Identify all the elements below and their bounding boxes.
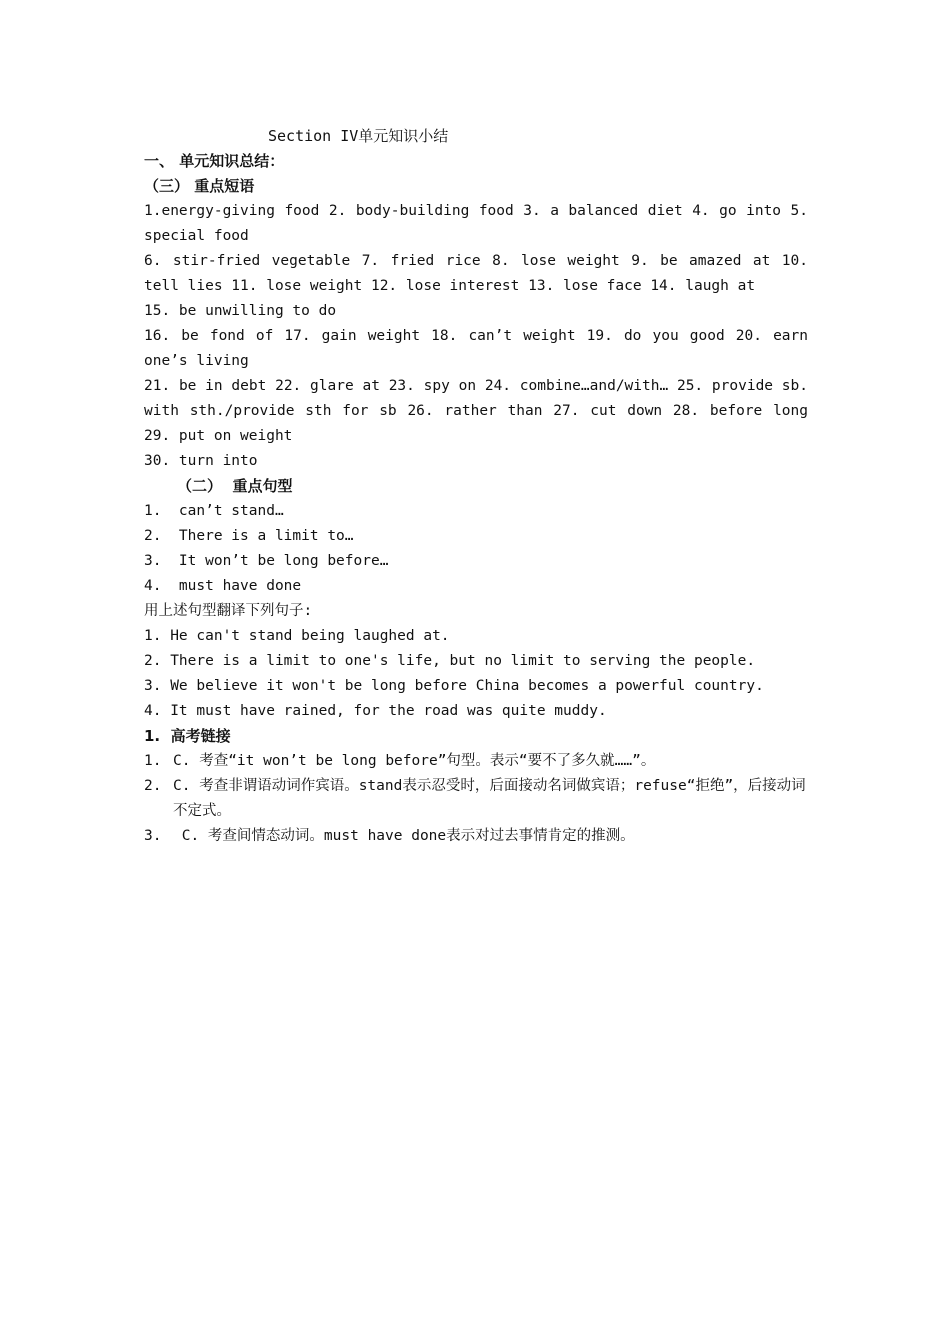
translation-item: 1. He can't stand being laughed at.: [144, 628, 450, 644]
translate-heading: 用上述句型翻译下列句子:: [144, 603, 313, 619]
answer-number: 1.: [144, 753, 162, 769]
phrase-line: 30. turn into: [144, 453, 258, 469]
answer-item: [144, 774, 808, 824]
translation-item: 2. There is a limit to one's life, but no limit to serving the people.: [144, 653, 756, 669]
phrase-line: 21. be in debt 22. glare at 23. spy on 24. combine…and/with… 25. provide sb. with sth./provide sth for sb 26. rather than 27. cut down 28. before long 29. put on weight: [144, 378, 808, 444]
pattern-item: 1. can’t stand…: [144, 503, 284, 519]
page-title: Section IV单元知识小结: [268, 127, 449, 145]
section-heading: 一、 单元知识总结：: [144, 152, 285, 170]
pattern-item: 2. There is a limit to…: [144, 528, 354, 544]
answer-text: C. 考查“it won’t be long before”句型。表示“要不了多久就……”。: [173, 753, 656, 769]
document-content: [144, 124, 808, 849]
pattern-item: 4. must have done: [144, 578, 302, 594]
translation-item: 4. It must have rained, for the road was quite muddy.: [144, 703, 607, 719]
answer-number: 3.: [144, 828, 162, 844]
answer-text: C. 考查非谓语动词作宾语。stand表示忍受时，后面接动名词做宾语；refuse“拒绝”，后接动词不定式。: [173, 778, 806, 819]
phrase-line: 15. be unwilling to do: [144, 303, 337, 319]
answer-item: [144, 749, 808, 774]
phrase-line: 1.energy-giving food 2. body-building food 3. a balanced diet 4. go into 5. special food: [144, 203, 808, 244]
translation-item: 3. We believe it won't be long before China becomes a powerful country.: [144, 678, 764, 694]
answer-item: [144, 824, 808, 849]
answer-number: 2.: [144, 778, 162, 794]
patterns-heading: （二） 重点句型: [177, 477, 293, 495]
phrases-heading: （三） 重点短语: [144, 177, 255, 195]
gaokao-heading: 1. 高考链接: [144, 727, 231, 745]
phrase-line: 6. stir-fried vegetable 7. fried rice 8. lose weight 9. be amazed at 10. tell lies 11. lose weight 12. lose interest 13. lose face 14. laugh at: [144, 253, 808, 294]
pattern-item: 3. It won’t be long before…: [144, 553, 389, 569]
phrase-line: 16. be fond of 17. gain weight 18. can’t weight 19. do you good 20. earn one’s living: [144, 328, 808, 369]
answer-text: C. 考查间情态动词。must have done表示对过去事情肯定的推测。: [173, 828, 635, 844]
